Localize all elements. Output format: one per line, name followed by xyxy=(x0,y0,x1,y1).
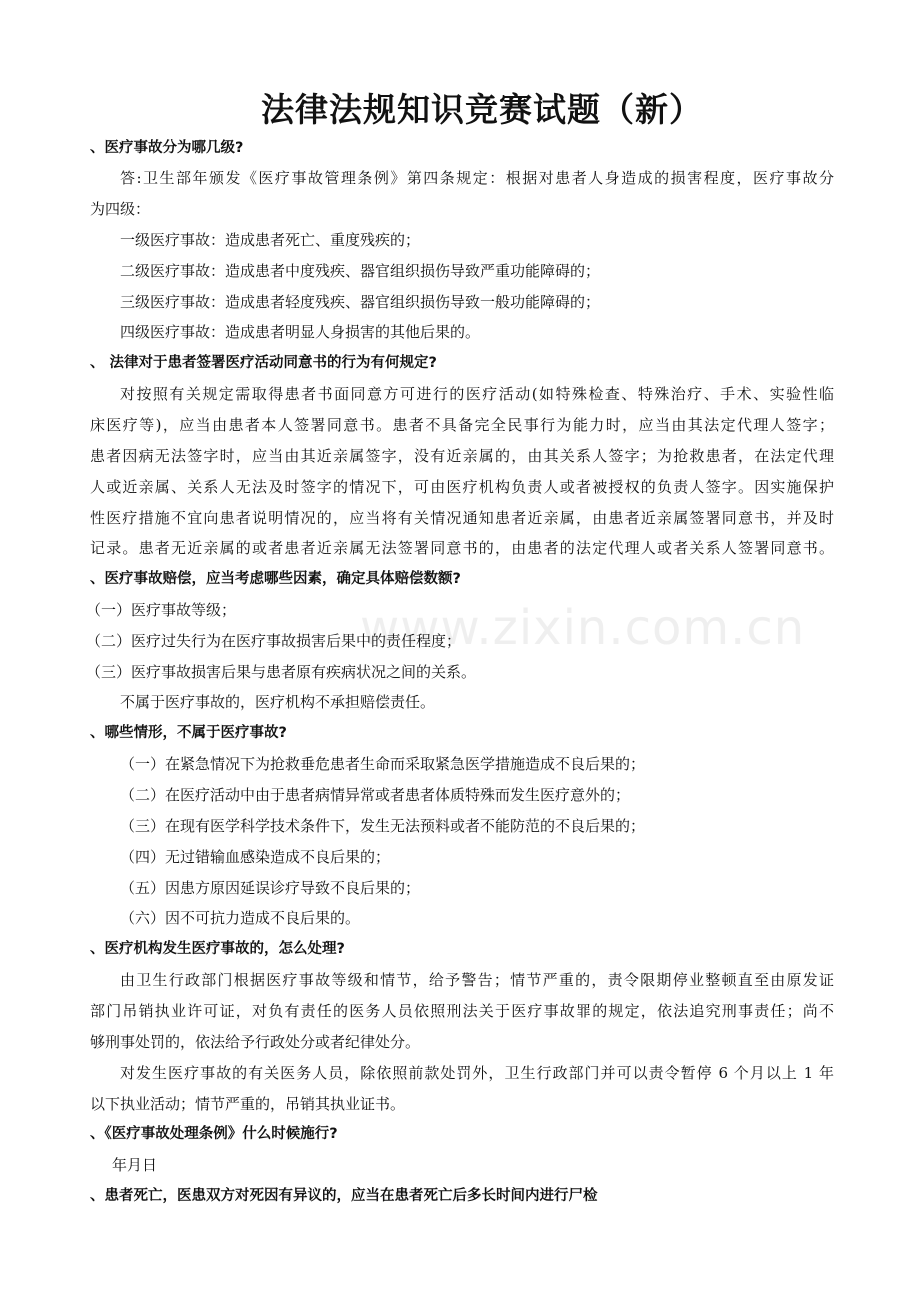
exclusion-item: （三）在现有医学科学技术条件下，发生无法预料或者不能防范的不良后果的； xyxy=(120,817,646,835)
exclusion-item: （六）因不可抗力造成不良后果的。 xyxy=(120,909,361,927)
question-3: 、医疗事故赔偿，应当考虑哪些因素，确定具体赔偿数额? xyxy=(90,571,461,587)
exclusion-item: （四）无过错输血感染造成不良后果的； xyxy=(120,848,391,866)
factor-item: （二）医疗过失行为在医疗事故损害后果中的责任程度； xyxy=(86,632,462,650)
level-item: 四级医疗事故：造成患者明显人身损害的其他后果的。 xyxy=(120,323,481,341)
exclusion-item: （五）因患方原因延误诊疗导致不良后果的； xyxy=(120,879,421,897)
level-item: 一级医疗事故：造成患者死亡、重度残疾的； xyxy=(120,231,421,249)
question-2: 、 法律对于患者签署医疗活动同意书的行为有何规定? xyxy=(90,355,437,371)
answer-2-line: 记录。患者无近亲属的或者患者近亲属无法签署同意书的，由患者的法定代理人或者关系人签署同意书。 xyxy=(90,539,834,557)
question-1: 、医疗事故分为哪几级? xyxy=(90,140,244,156)
question-4: 、哪些情形，不属于医疗事故? xyxy=(90,725,287,741)
factor-item: （三）医疗事故损害后果与患者原有疾病状况之间的关系。 xyxy=(86,663,477,681)
exclusion-item: （一）在紧急情况下为抢救垂危患者生命而采取紧急医学措施造成不良后果的； xyxy=(120,755,646,773)
answer-3-note: 不属于医疗事故的，医疗机构不承担赔偿责任。 xyxy=(120,693,436,711)
answer-2-line: 人或近亲属、关系人无法及时签字的情况下，可由医疗机构负责人或者被授权的负责人签字。因实施保护 xyxy=(90,478,834,496)
answer-2-line: 性医疗措施不宜向患者说明情况的，应当将有关情况通知患者近亲属，由患者近亲属签署同意书，并及时 xyxy=(90,509,834,527)
level-item: 三级医疗事故：造成患者轻度残疾、器官组织损伤导致一般功能障碍的； xyxy=(120,293,601,311)
level-item: 二级医疗事故：造成患者中度残疾、器官组织损伤导致严重功能障碍的； xyxy=(120,262,601,280)
answer-5-line: 对发生医疗事故的有关医务人员，除依照前款处罚外，卫生行政部门并可以责令暂停 6 个月以上 1 年 xyxy=(120,1064,834,1082)
answer-2-line: 患者因病无法签字时，应当由其近亲属签字，没有近亲属的，由其关系人签字；为抢救患者，在法定代理 xyxy=(90,447,834,465)
factor-item: （一）医疗事故等级； xyxy=(86,601,237,619)
question-5: 、医疗机构发生医疗事故的，怎么处理? xyxy=(90,941,345,957)
exclusion-item: （二）在医疗活动中由于患者病情异常或者患者体质特殊而发生医疗意外的； xyxy=(120,786,631,804)
answer-2-line: 床医疗等)，应当由患者本人签署同意书。患者不具备完全民事行为能力时，应当由其法定代理人签字； xyxy=(90,416,834,434)
answer-5-line: 以下执业活动；情节严重的，吊销其执业证书。 xyxy=(90,1095,406,1113)
answer-5-line: 由卫生行政部门根据医疗事故等级和情节，给予警告；情节严重的，责令限期停业整顿直至由原发证 xyxy=(120,971,834,989)
watermark: www.zixin.com.cn xyxy=(360,600,806,656)
answer-1-line-2: 为四级： xyxy=(90,200,151,218)
answer-6: 年月日 xyxy=(112,1156,158,1174)
answer-5-line: 部门吊销执业许可证，对负有责任的医务人员依照刑法关于医疗事故罪的规定，依法追究刑事责任；尚不 xyxy=(90,1002,834,1020)
question-6: 、《医疗事故处理条例》什么时候施行? xyxy=(90,1126,338,1142)
answer-1-line-1: 答:卫生部年颁发《医疗事故管理条例》第四条规定：根据对患者人身造成的损害程度，医疗事故分 xyxy=(120,169,834,187)
question-7: 、患者死亡，医患双方对死因有异议的，应当在患者死亡后多长时间内进行尸检 xyxy=(90,1188,598,1204)
answer-2-line: 对按照有关规定需取得患者书面同意方可进行的医疗活动(如特殊检查、特殊治疗、手术、实验性临 xyxy=(120,385,834,403)
answer-5-line: 够刑事处罚的，依法给予行政处分或者纪律处分。 xyxy=(90,1033,421,1051)
page-title: 法律法规知识竞赛试题（新） xyxy=(261,90,703,129)
